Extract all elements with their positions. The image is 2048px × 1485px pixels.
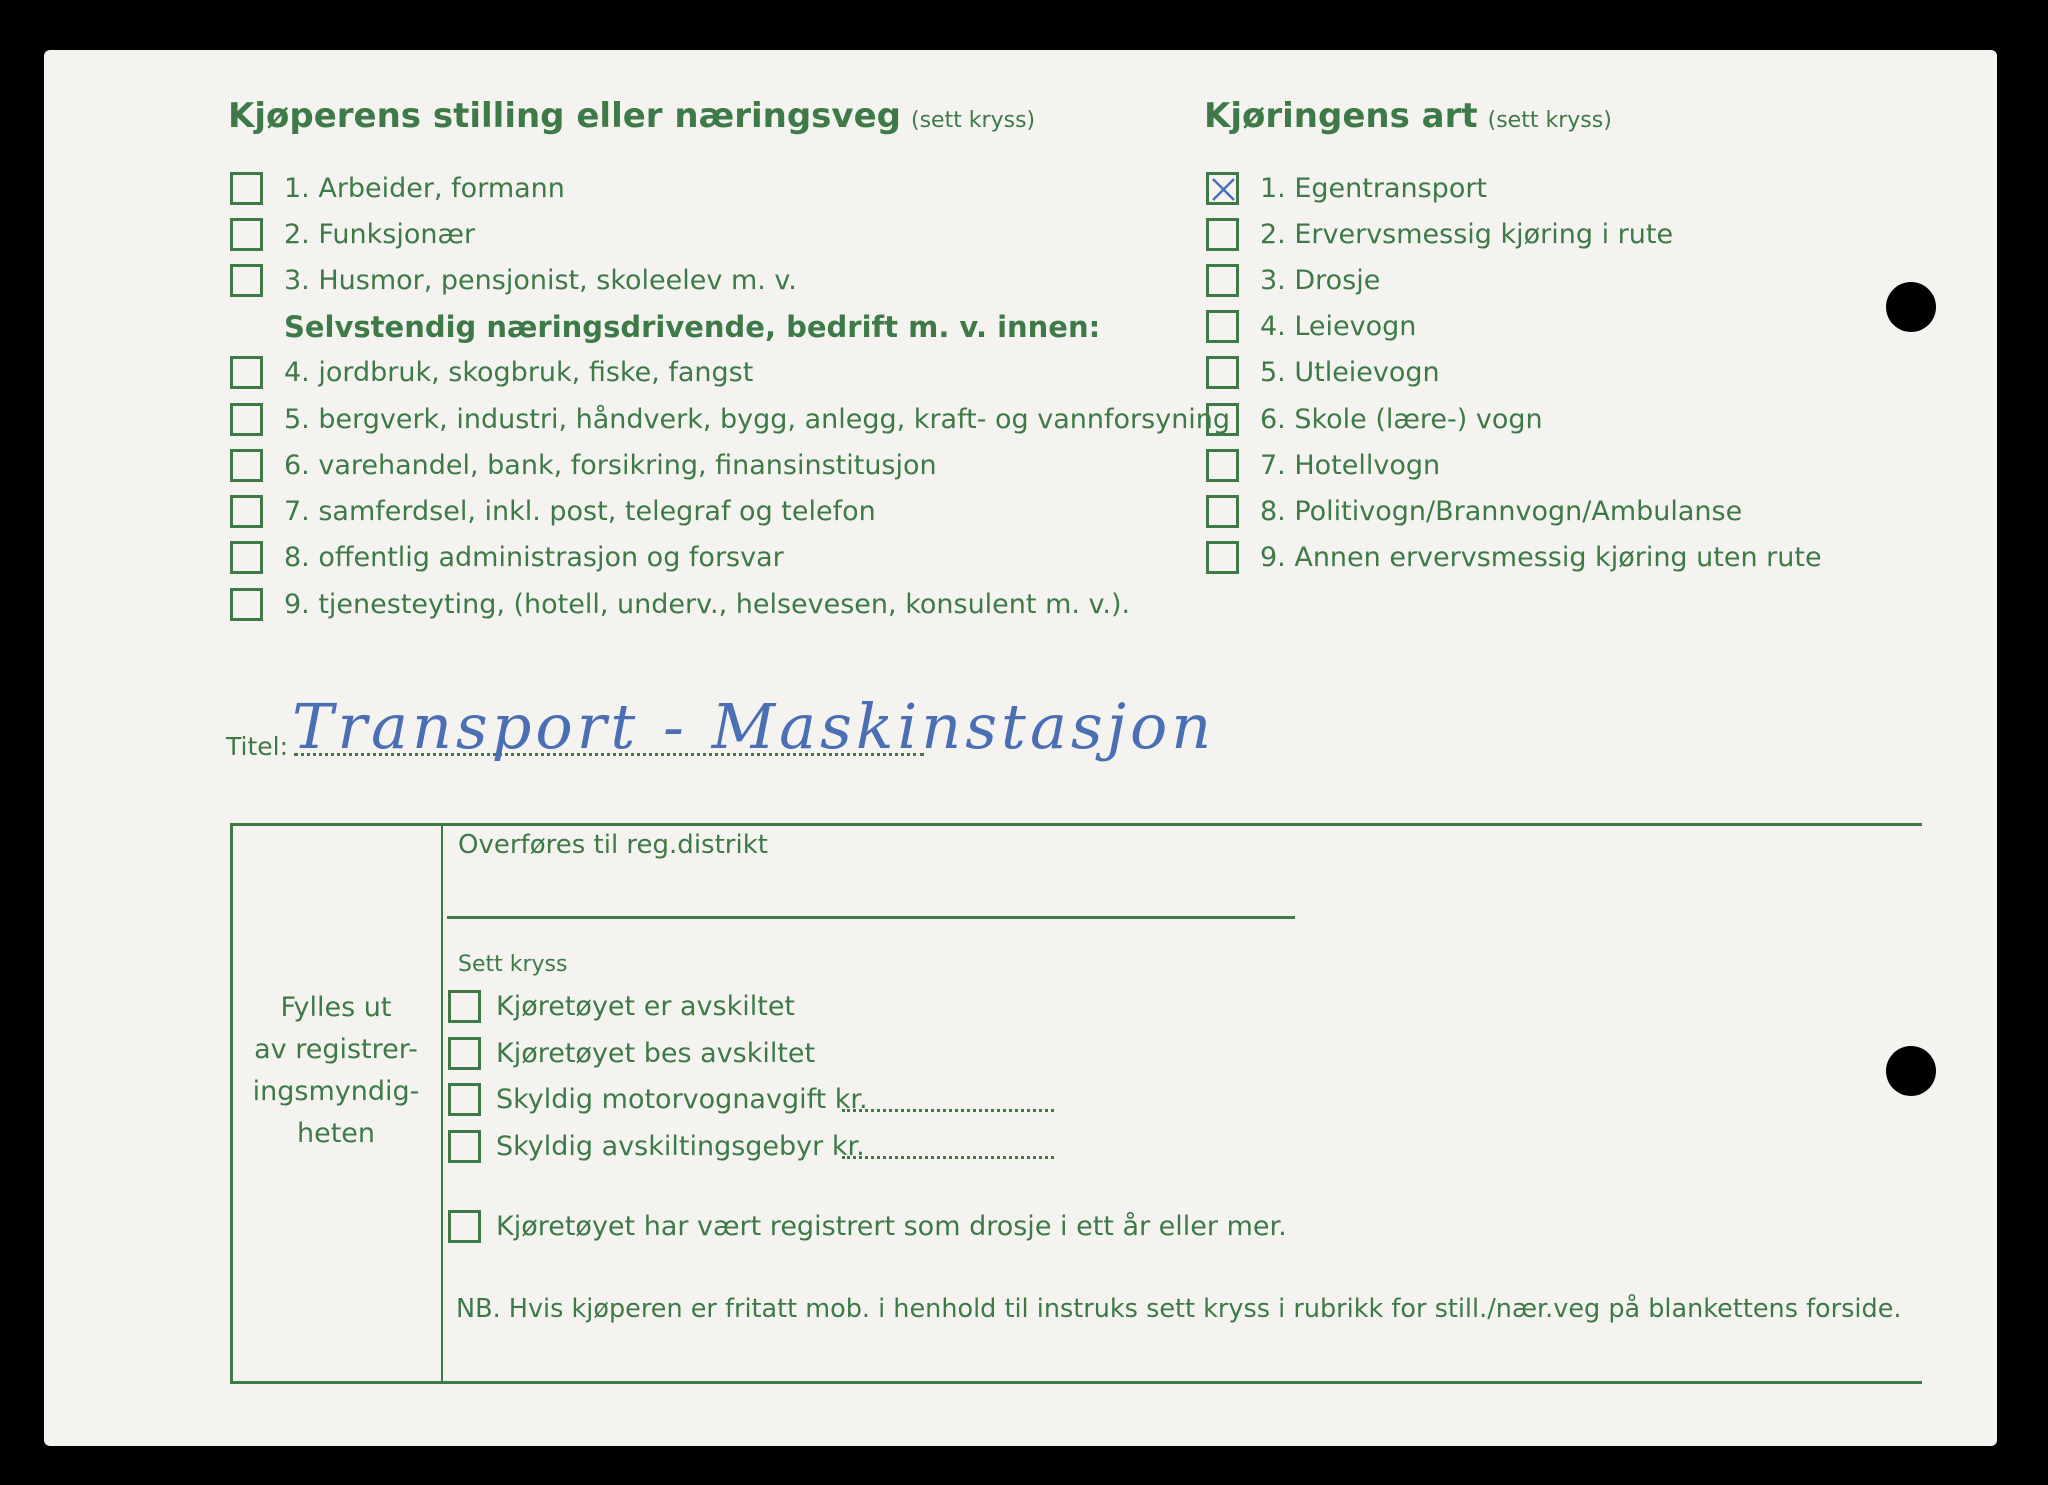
registry-side-label-line-1: Fylles ut: [280, 992, 392, 1023]
driving-type-heading: [1204, 96, 1612, 136]
occupation-checkbox-5[interactable]: [230, 403, 263, 436]
registry-label-drosje: Kjøretøyet har vært registrert som drosje i ett år eller mer.: [496, 1211, 1287, 1242]
buyer-occupation-heading: [228, 96, 1035, 136]
driving-label-4: 4. Leievogn: [1260, 311, 1417, 342]
occupation-checkbox-2[interactable]: [230, 218, 263, 251]
registry-checkbox-3[interactable]: [448, 1083, 481, 1116]
occupation-label-3: 3. Husmor, pensjonist, skoleelev m. v.: [284, 265, 797, 296]
registry-box-divider: [441, 823, 443, 1384]
occupation-checkbox-1[interactable]: [230, 172, 263, 205]
registry-checkbox-1[interactable]: [448, 990, 481, 1023]
driving-checkbox-1[interactable]: [1206, 172, 1239, 205]
driving-checkbox-8[interactable]: [1206, 495, 1239, 528]
occupation-label-5: 5. bergverk, industri, håndverk, bygg, anlegg, kraft- og vannforsyning: [284, 404, 1231, 435]
driving-checkbox-6[interactable]: [1206, 403, 1239, 436]
transfer-district-label: Overføres til reg.distrikt: [458, 830, 768, 860]
occupation-label-7: 7. samferdsel, inkl. post, telegraf og telefon: [284, 496, 876, 527]
driving-type-title: Kjøringens art: [1204, 96, 1478, 136]
registry-checkbox-drosje[interactable]: [448, 1210, 481, 1243]
occupation-checkbox-3[interactable]: [230, 264, 263, 297]
driving-checkbox-3[interactable]: [1206, 264, 1239, 297]
occupation-label-4: 4. jordbruk, skogbruk, fiske, fangst: [284, 357, 754, 388]
occupation-label-2: 2. Funksjonær: [284, 219, 476, 250]
buyer-occupation-note: (sett kryss): [910, 108, 1036, 133]
occupation-label-1: 1. Arbeider, formann: [284, 173, 565, 204]
registry-checkbox-4[interactable]: [448, 1130, 481, 1163]
occupation-label-6: 6. varehandel, bank, forsikring, finansinstitusjon: [284, 450, 937, 481]
driving-checkbox-2[interactable]: [1206, 218, 1239, 251]
occupation-label-9: 9. tjenesteyting, (hotell, underv., helsevesen, konsulent m. v.).: [284, 589, 1131, 620]
form-card: [44, 50, 1997, 1446]
title-field-label: Titel:: [226, 732, 288, 761]
registry-side-label-line-3: ingsmyndig-: [252, 1076, 420, 1107]
title-field-handwritten-value[interactable]: Transport - Maskinstasjon: [292, 690, 1216, 763]
self-employed-subheading: Selvstendig næringsdrivende, bedrift m. v. innen:: [284, 310, 1101, 344]
driving-label-2: 2. Ervervsmessig kjøring i rute: [1260, 219, 1674, 250]
driving-type-note: (sett kryss): [1487, 108, 1612, 133]
driving-label-3: 3. Drosje: [1260, 265, 1381, 296]
registry-label-4: Skyldig avskiltingsgebyr kr.: [496, 1131, 865, 1162]
registry-side-label: [240, 987, 432, 1155]
occupation-label-8: 8. offentlig administrasjon og forsvar: [284, 542, 784, 573]
registry-box-bottom-border: [230, 1381, 1922, 1384]
registry-side-label-line-2: av registrer-: [254, 1034, 418, 1065]
nb-note: NB. Hvis kjøperen er fritatt mob. i henhold til instruks sett kryss i rubrikk for still./nær.veg på blankettens forside.: [456, 1294, 1902, 1324]
driving-label-7: 7. Hotellvogn: [1260, 450, 1441, 481]
registry-checkbox-2[interactable]: [448, 1037, 481, 1070]
registry-label-1: Kjøretøyet er avskiltet: [496, 991, 796, 1022]
driving-label-5: 5. Utleievogn: [1260, 357, 1440, 388]
occupation-checkbox-9[interactable]: [230, 588, 263, 621]
punch-hole-bottom: [1886, 1046, 1936, 1096]
check-note: Sett kryss: [458, 952, 568, 977]
plate-fee-amount-line[interactable]: [842, 1156, 1054, 1159]
registry-box-top-border: [230, 823, 1922, 826]
driving-label-1: 1. Egentransport: [1260, 173, 1488, 204]
punch-hole-top: [1886, 282, 1936, 332]
occupation-checkbox-7[interactable]: [230, 495, 263, 528]
checkmark-x-icon: [1210, 176, 1237, 203]
driving-label-9: 9. Annen ervervsmessig kjøring uten rute: [1260, 542, 1822, 573]
motor-fee-amount-line[interactable]: [842, 1109, 1054, 1112]
driving-checkbox-7[interactable]: [1206, 449, 1239, 482]
transfer-district-line[interactable]: [447, 916, 1295, 919]
driving-checkbox-4[interactable]: [1206, 310, 1239, 343]
occupation-checkbox-4[interactable]: [230, 356, 263, 389]
occupation-checkbox-8[interactable]: [230, 541, 263, 574]
registry-label-2: Kjøretøyet bes avskiltet: [496, 1038, 816, 1069]
driving-checkbox-5[interactable]: [1206, 356, 1239, 389]
driving-label-6: 6. Skole (lære-) vogn: [1260, 404, 1543, 435]
registry-label-3: Skyldig motorvognavgift kr.: [496, 1084, 868, 1115]
driving-checkbox-9[interactable]: [1206, 541, 1239, 574]
driving-label-8: 8. Politivogn/Brannvogn/Ambulanse: [1260, 496, 1743, 527]
registry-side-label-line-4: heten: [296, 1118, 376, 1149]
registry-box-left-border: [230, 823, 233, 1384]
occupation-checkbox-6[interactable]: [230, 449, 263, 482]
buyer-occupation-title: Kjøperens stilling eller næringsveg: [228, 96, 901, 136]
